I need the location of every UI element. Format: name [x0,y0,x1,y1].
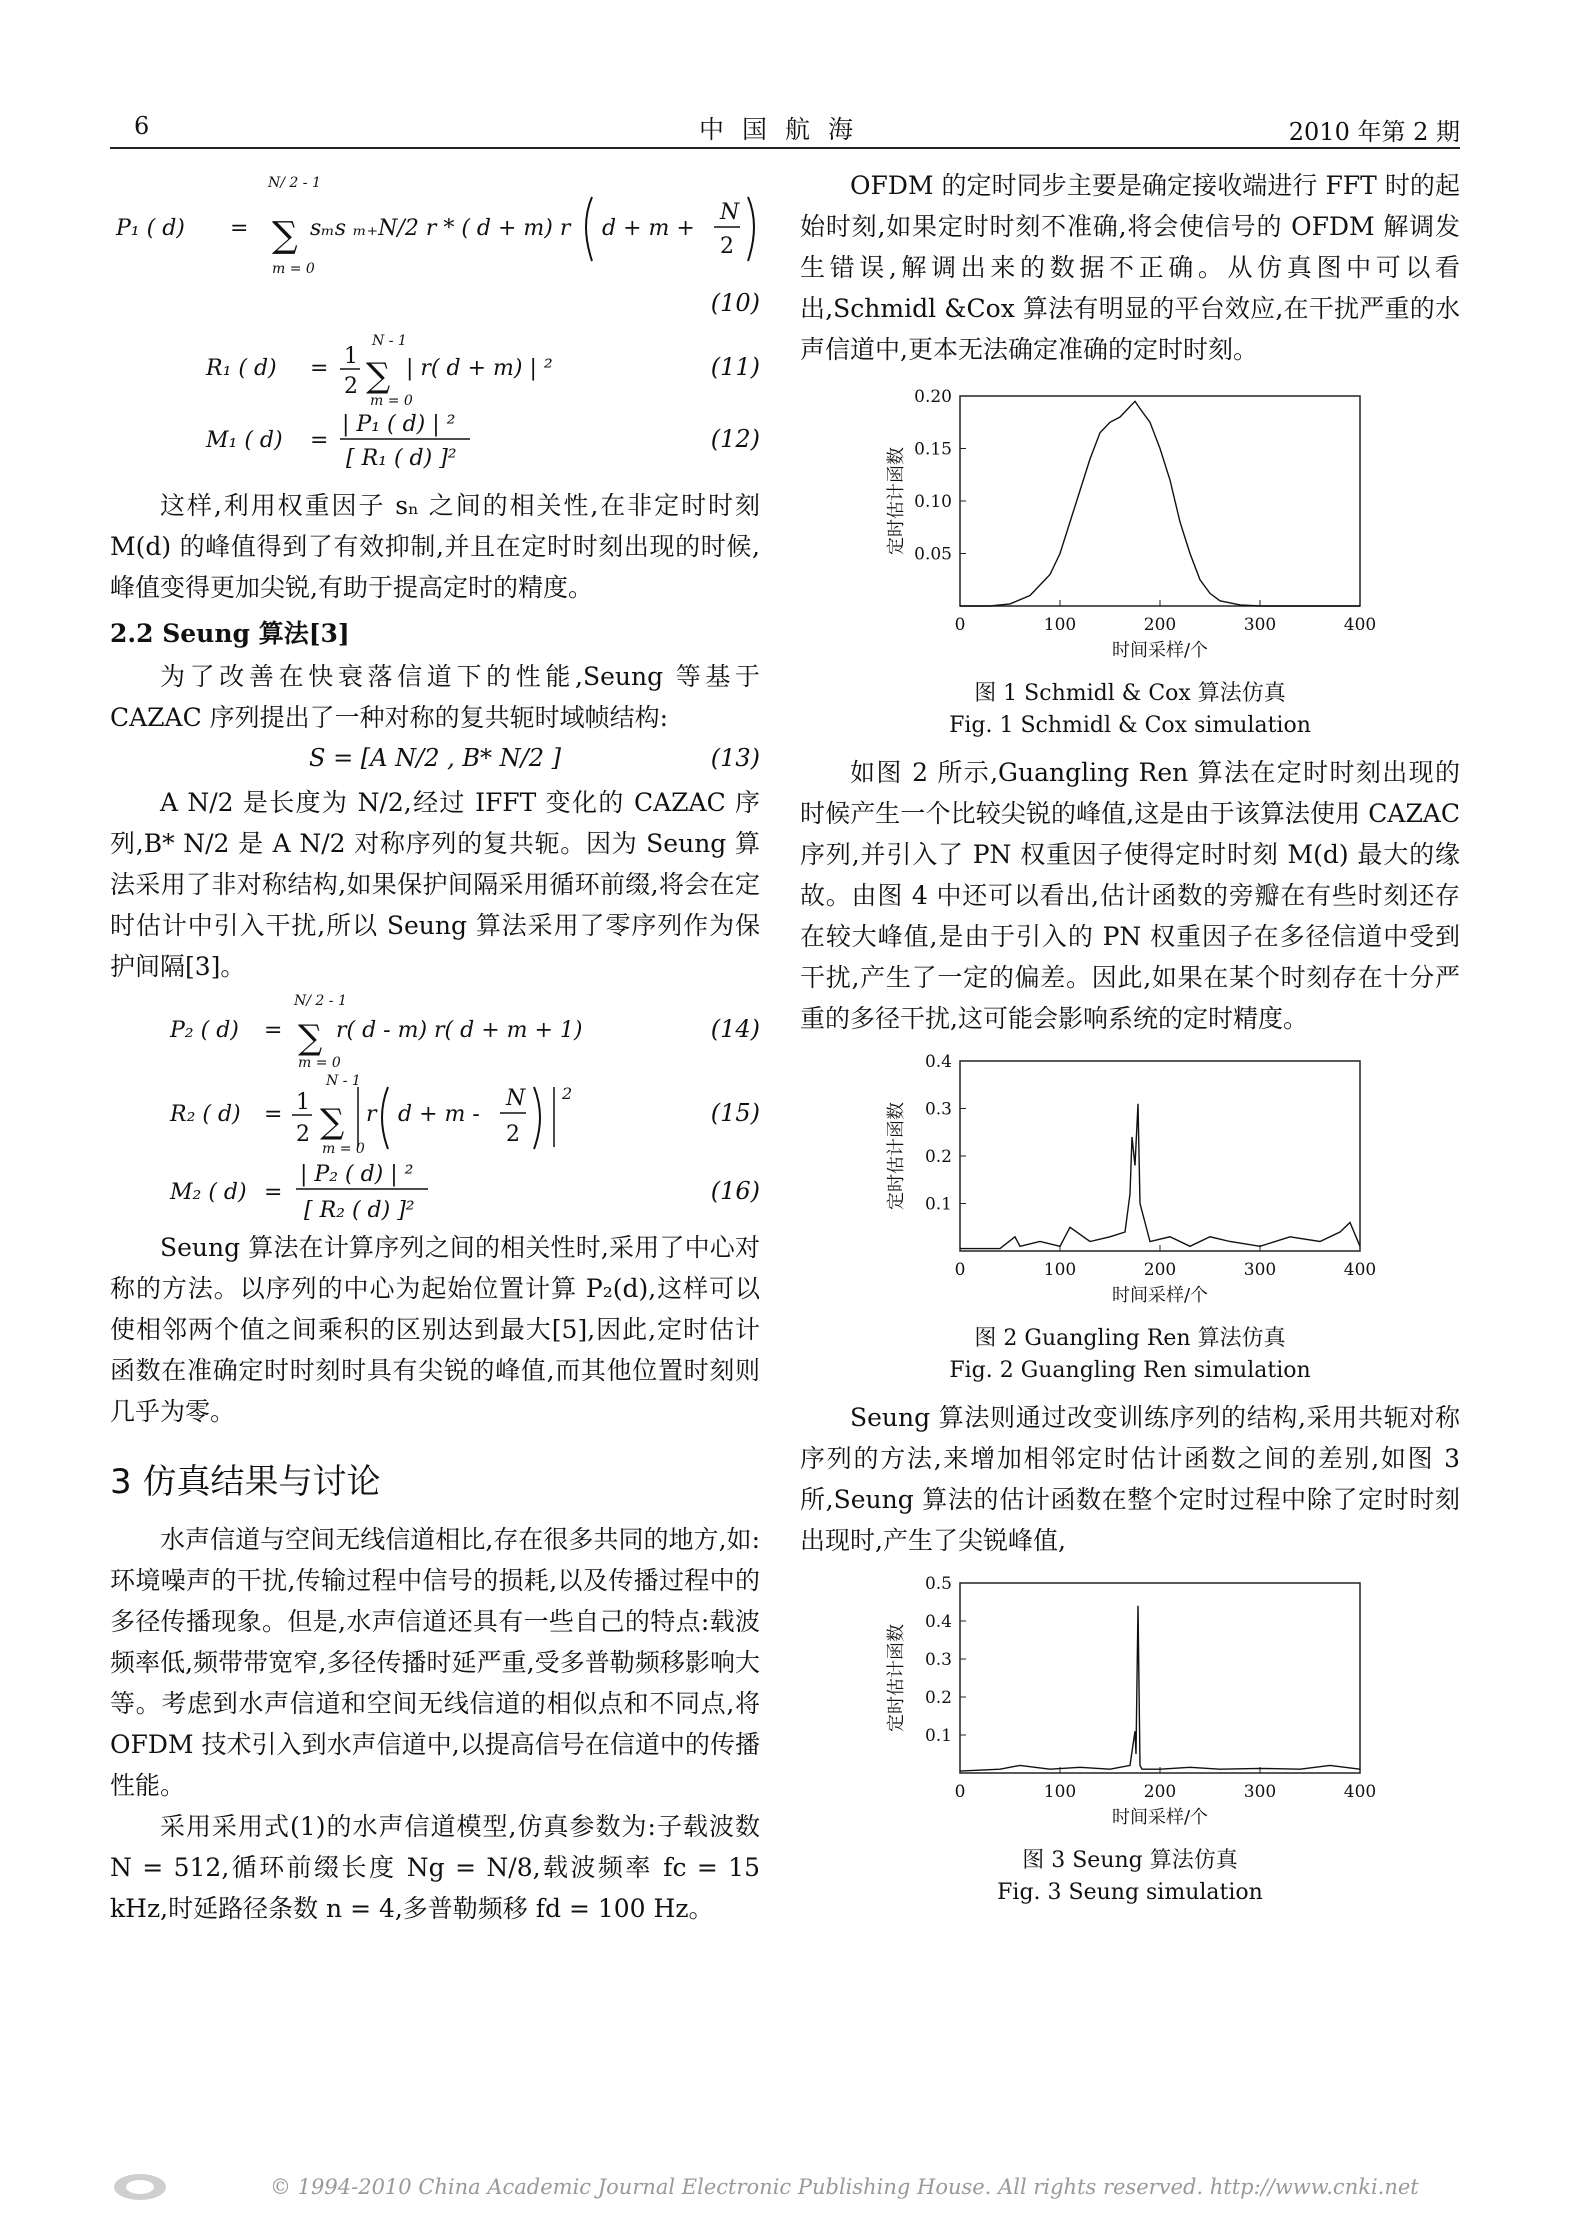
x-tick-label: 200 [1143,615,1177,635]
y-tick-label: 0.20 [914,387,952,407]
copyright-notice: © 1994-2010 China Academic Journal Electronic Publishing House. All rights reserved. http://www.cnki.net [270,2175,1419,2199]
svg-text:P₂ ( d): P₂ ( d) [170,1018,239,1043]
right-column [800,165,1460,1905]
x-tick-label: 100 [1043,1782,1077,1802]
svg-text:m = 0: m = 0 [298,1055,341,1069]
y-tick-label: 0.3 [924,1099,952,1120]
x-tick-label: 300 [1243,1260,1277,1280]
equation-10-number-row [110,289,760,327]
x-tick-label: 0 [954,1260,966,1280]
figure-3-chart [800,1565,1460,1835]
y-axis-label: 定时估计函数 [886,447,907,555]
equation-13-body: S = [A N/2 , B* N/2 ] [309,744,561,772]
x-axis-label: 时间采样/个 [1111,1807,1209,1828]
equation-11-number: (11) [710,353,760,381]
svg-text:2: 2 [720,234,734,259]
svg-text:R₂ ( d): R₂ ( d) [170,1102,241,1127]
cnki-logo-icon [110,2170,170,2204]
x-tick-label: 300 [1243,615,1277,635]
equation-13-number: (13) [710,744,760,772]
figure-3-caption-en: Fig. 3 Seung simulation [997,1880,1263,1905]
figure-2 [800,1043,1460,1383]
svg-text:=: = [264,1180,283,1205]
svg-text:2: 2 [344,374,358,399]
equation-12 [110,407,760,477]
x-tick-label: 0 [954,615,966,635]
svg-text:∑: ∑ [320,1102,345,1142]
svg-text:m = 0: m = 0 [272,261,315,277]
svg-text:N: N [506,1086,526,1111]
page-header [110,110,1460,150]
y-tick-label: 0.05 [914,544,952,565]
figure-1-chart [800,378,1460,668]
equation-14 [110,987,760,1069]
svg-text:=: = [310,356,329,381]
equation-16 [110,1157,760,1227]
figure-1-caption-en: Fig. 1 Schmidl & Cox simulation [949,713,1311,738]
svg-text:N/ 2 - 1: N/ 2 - 1 [268,175,321,191]
left-paragraph-2: 为了改善在快衰落信道下的性能,Seung 等基于 CAZAC 序列提出了一种对称的复共轭时域帧结构: [110,662,760,732]
y-axis-label: 定时估计函数 [886,1624,907,1732]
y-tick-label: 0.1 [924,1726,952,1746]
x-tick-label: 100 [1043,1260,1077,1280]
svg-text:∑: ∑ [272,215,298,256]
y-tick-label: 0.1 [924,1194,952,1215]
svg-text:=: = [230,216,249,241]
svg-text:m = 0: m = 0 [370,393,413,407]
figure-3 [800,1565,1460,1905]
issue-label: 2010 年第 2 期 [1288,118,1460,146]
equation-15-number: (15) [710,1099,760,1127]
left-paragraph-3: A N/2 是长度为 N/2,经过 IFFT 变化的 CAZAC 序列,B* N/2 是 A N/2 对称序列的复共轭。因为 Seung 算法采用了非对称结构,如果保护间隔采用循环前缀,将会在定时估计中引入干扰,所以 Seung 算法采用了零序列作为保护间隔[3]。 [110,788,760,981]
page-footer [110,2170,1460,2210]
svg-text:=: = [264,1102,283,1127]
equation-16-number: (16) [710,1177,760,1205]
x-tick-label: 300 [1243,1782,1277,1802]
left-paragraph-4: Seung 算法在计算序列之间的相关性时,采用了中心对称的方法。以序列的中心为起始位置计算 P₂(d),这样可以使相邻两个值之间乘积的区别达到最大[5],因此,定时估计函数在准确定时时刻时具有尖锐的峰值,而其他位置时刻则几乎为零。 [110,1233,760,1426]
plot-frame [960,1061,1360,1251]
equation-12-svg [110,407,670,477]
svg-text:=: = [264,1018,283,1043]
svg-text:| r( d + m) | ²: | r( d + m) | ² [406,356,553,381]
x-tick-label: 0 [954,1782,966,1802]
x-tick-label: 400 [1343,1260,1377,1280]
x-tick-label: 100 [1043,615,1077,635]
svg-text:2: 2 [296,1122,310,1147]
right-paragraph-2: 如图 2 所示,Guangling Ren 算法在定时时刻出现的时候产生一个比较尖锐的峰值,这是由于该算法使用 CAZAC 序列,并引入了 PN 权重因子使得定时时刻 M(d) 最大的缘故。由图 4 中还可以看出,估计函数的旁瓣在有些时刻还存在较大峰值,是由于引入的 PN 权重因子在多径信道中受到干扰,产生了一定的偏差。因此,如果在某个时刻存在十分严重的多径干扰,这可能会影响系统的定时精度。 [800,758,1460,1033]
header-rule [110,147,1460,149]
svg-text:R₁ ( d): R₁ ( d) [206,356,277,381]
figure-1-caption-cn: 图 1 Schmidl & Cox 算法仿真 [974,681,1286,706]
figure-2-caption-cn: 图 2 Guangling Ren 算法仿真 [974,1326,1286,1351]
x-axis-label: 时间采样/个 [1111,640,1209,661]
svg-text:sₘs ₘ₊N/2 r * ( d + m) r: sₘs ₘ₊N/2 r * ( d + m) r [310,216,571,241]
equation-11 [110,327,760,407]
svg-text:m = 0: m = 0 [322,1141,365,1157]
equation-10 [110,165,760,289]
equation-13 [110,738,760,782]
equation-15-svg [110,1069,670,1157]
svg-text:N: N [720,200,740,225]
equation-10-number: (10) [710,289,760,317]
svg-text:∑: ∑ [366,356,391,396]
svg-text:∑: ∑ [298,1018,323,1058]
svg-text:| P₂ ( d) | ²: | P₂ ( d) | ² [300,1162,414,1187]
left-column [110,165,760,1929]
plot-frame [960,396,1360,606]
y-tick-label: 0.4 [924,1612,952,1632]
left-paragraph-1: 这样,利用权重因子 sₙ 之间的相关性,在非定时时刻 M(d) 的峰值得到了有效抑制,并且在定时时刻出现的时候,峰值变得更加尖锐,有助于提高定时的精度。 [110,491,760,602]
svg-text:1: 1 [344,344,358,369]
svg-text:M₂ ( d): M₂ ( d) [170,1180,247,1205]
x-tick-label: 400 [1343,615,1377,635]
left-paragraph-6: 采用采用式(1)的水声信道模型,仿真参数为:子载波数 N = 512,循环前缀长度 Ng = N/8,载波频率 fc = 15 kHz,时延路径条数 n = 4,多普勒频移 fd = 100 Hz。 [110,1812,760,1923]
subsection-heading-2-2: 2.2 Seung 算法[3] [110,619,350,648]
left-paragraph-5: 水声信道与空间无线信道相比,存在很多共同的地方,如:环境噪声的干扰,传输过程中信号的损耗,以及传播过程中的多径传播现象。但是,水声信道还具有一些自己的特点:载波频率低,频带带宽窄,多径传播时延严重,受多普勒频移影响大等。考虑到水声信道和空间无线信道的相似点和不同点,将 OFDM 技术引入到水声信道中,以提高信号在信道中的传播性能。 [110,1525,760,1800]
equation-12-number: (12) [710,425,760,453]
plot-frame [960,1583,1360,1773]
figure-2-caption-en: Fig. 2 Guangling Ren simulation [949,1358,1311,1383]
x-tick-label: 400 [1343,1782,1377,1802]
figure-1 [800,378,1460,738]
section-heading-3: 3 仿真结果与讨论 [110,1462,381,1502]
equation-14-number: (14) [710,1015,760,1043]
y-tick-label: 0.4 [924,1052,952,1072]
svg-text:N/ 2 - 1: N/ 2 - 1 [294,993,347,1009]
right-paragraph-1: OFDM 的定时同步主要是确定接收端进行 FFT 时的起始时刻,如果定时时刻不准确,将会使信号的 OFDM 解调发生错误,解调出来的数据不正确。从仿真图中可以看出,Schmidl &Cox 算法有明显的平台效应,在干扰严重的水声信道中,更本无法确定准确的定时时刻。 [800,171,1460,364]
svg-text:P₁ ( d): P₁ ( d) [116,216,185,241]
equation-16-svg [110,1157,670,1227]
x-tick-label: 200 [1143,1260,1177,1280]
svg-text:N - 1: N - 1 [372,333,407,349]
svg-text:M₁ ( d): M₁ ( d) [206,428,283,453]
svg-text:d + m -: d + m - [398,1102,480,1127]
svg-text:2: 2 [506,1122,520,1147]
svg-text:N - 1: N - 1 [326,1073,361,1089]
y-tick-label: 0.2 [924,1147,952,1167]
equation-10-svg [110,165,760,289]
right-paragraph-3: Seung 算法则通过改变训练序列的结构,采用共轭对称序列的方法,来增加相邻定时估计函数之间的差别,如图 3 所,Seung 算法的估计函数在整个定时过程中除了定时时刻出现时,产生了尖锐峰值, [800,1403,1460,1555]
series-line [960,401,1360,606]
svg-text:d + m +: d + m + [602,216,695,241]
y-tick-label: 0.3 [924,1650,952,1670]
svg-text:=: = [310,428,329,453]
series-line [960,1104,1360,1249]
svg-text:| P₁ ( d) | ²: | P₁ ( d) | ² [342,412,456,437]
equation-15 [110,1069,760,1157]
equation-11-svg [110,327,670,407]
svg-text:r( d - m) r( d + m + 1): r( d - m) r( d + m + 1) [336,1018,583,1043]
svg-text:[ R₂ ( d) ]²: [ R₂ ( d) ]² [304,1198,415,1223]
svg-text:[ R₁ ( d) ]²: [ R₁ ( d) ]² [346,446,457,471]
y-tick-label: 0.10 [914,492,952,512]
y-tick-label: 0.2 [924,1688,952,1708]
equation-14-svg [110,987,670,1069]
y-tick-label: 0.15 [914,439,952,460]
series-line [960,1606,1360,1771]
x-axis-label: 时间采样/个 [1111,1285,1209,1306]
svg-text:1: 1 [296,1090,310,1115]
figure-2-chart [800,1043,1460,1313]
y-axis-label: 定时估计函数 [886,1102,907,1210]
y-tick-label: 0.5 [924,1574,952,1594]
figure-3-caption-cn: 图 3 Seung 算法仿真 [1022,1848,1238,1873]
x-tick-label: 200 [1143,1782,1177,1802]
journal-title: 中国航海 [698,115,871,144]
page-number: 6 [134,112,150,140]
svg-text:r: r [366,1102,377,1127]
svg-text:2: 2 [562,1084,573,1103]
